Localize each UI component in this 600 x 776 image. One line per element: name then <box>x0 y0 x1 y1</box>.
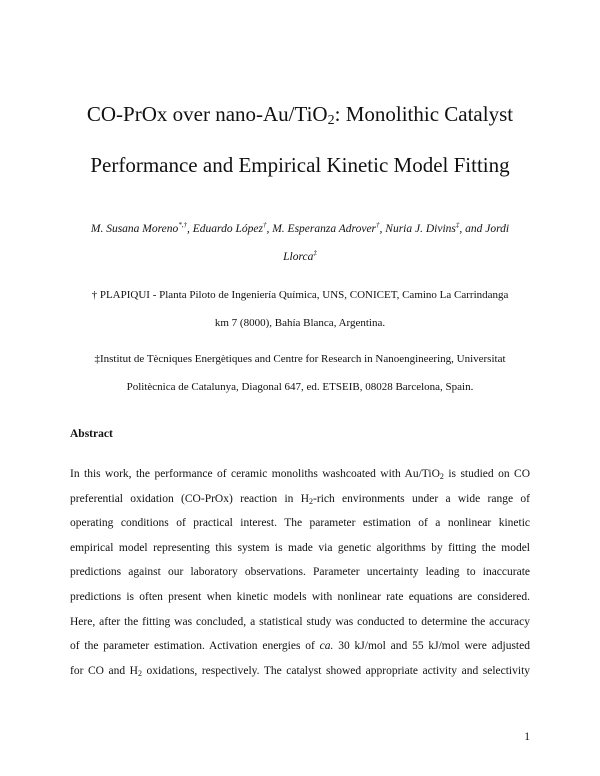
abstract-line-6: predictions is often present when kinetic models with nonlinear rate equations are considered. <box>70 590 530 603</box>
authors-line-1: M. Susana Moreno*,†, Eduardo López†, M. Esperanza Adrover†, Nuria J. Divins‡, and Jordi <box>90 221 510 235</box>
affiliation-1-line-2: km 7 (8000), Bahía Blanca, Argentina. <box>214 317 386 329</box>
page-number: 1 <box>524 731 530 743</box>
abstract-line-9: for CO and $H_2$ oxidations, respectively. The catalyst showed appropriate activity and selectivity <box>70 664 530 678</box>
abstract-line-3: operating conditions of practical interest. The parameter estimation of a nonlinear kinetic <box>70 517 530 530</box>
authors-line-2: Llorca‡ <box>283 249 317 263</box>
abstract-line-7: Here, after the fitting was concluded, a statistical study was conducted to determine the accuracy <box>70 615 530 628</box>
abstract-line-4: empirical model representing this system is made via genetic algorithms by fitting the model <box>70 541 530 554</box>
abstract-line-2: preferential oxidation (CO-PrOx) reaction in $H_2$-rich environments under a wide range of <box>70 492 530 506</box>
title-line-2: Performance and Empirical Kinetic Model Fitting <box>90 153 510 177</box>
abstract-line-5: predictions against our laboratory observations. Parameter uncertainty leading to inaccurate <box>70 566 530 579</box>
affiliation-1-line-1: † PLAPIQUI - Planta Piloto de Ingeniería Química, UNS, CONICET, Camino La Carrindanga <box>91 289 509 301</box>
abstract-paragraph <box>70 462 530 683</box>
abstract-heading: Abstract <box>70 428 113 440</box>
affiliation-2-line-2: Politècnica de Catalunya, Diagonal 647, ed. ETSEIB, 08028 Barcelona, Spain. <box>126 381 474 393</box>
abstract-line-1: In this work, the performance of ceramic monoliths washcoated with Au/TiO$_2$ is studied on CO <box>70 468 530 481</box>
abstract-line-8: of the parameter estimation. Activation energies of ca. 30 kJ/mol and 55 kJ/mol were adjusted <box>70 640 530 653</box>
affiliation-2-line-1: ‡Institut de Tècniques Energètiques and Centre for Research in Nanoengineering, Universitat <box>94 353 506 365</box>
title-line-1: CO-PrOx over nano-Au/TiO$_2$: Monolithic Catalyst <box>86 102 514 128</box>
